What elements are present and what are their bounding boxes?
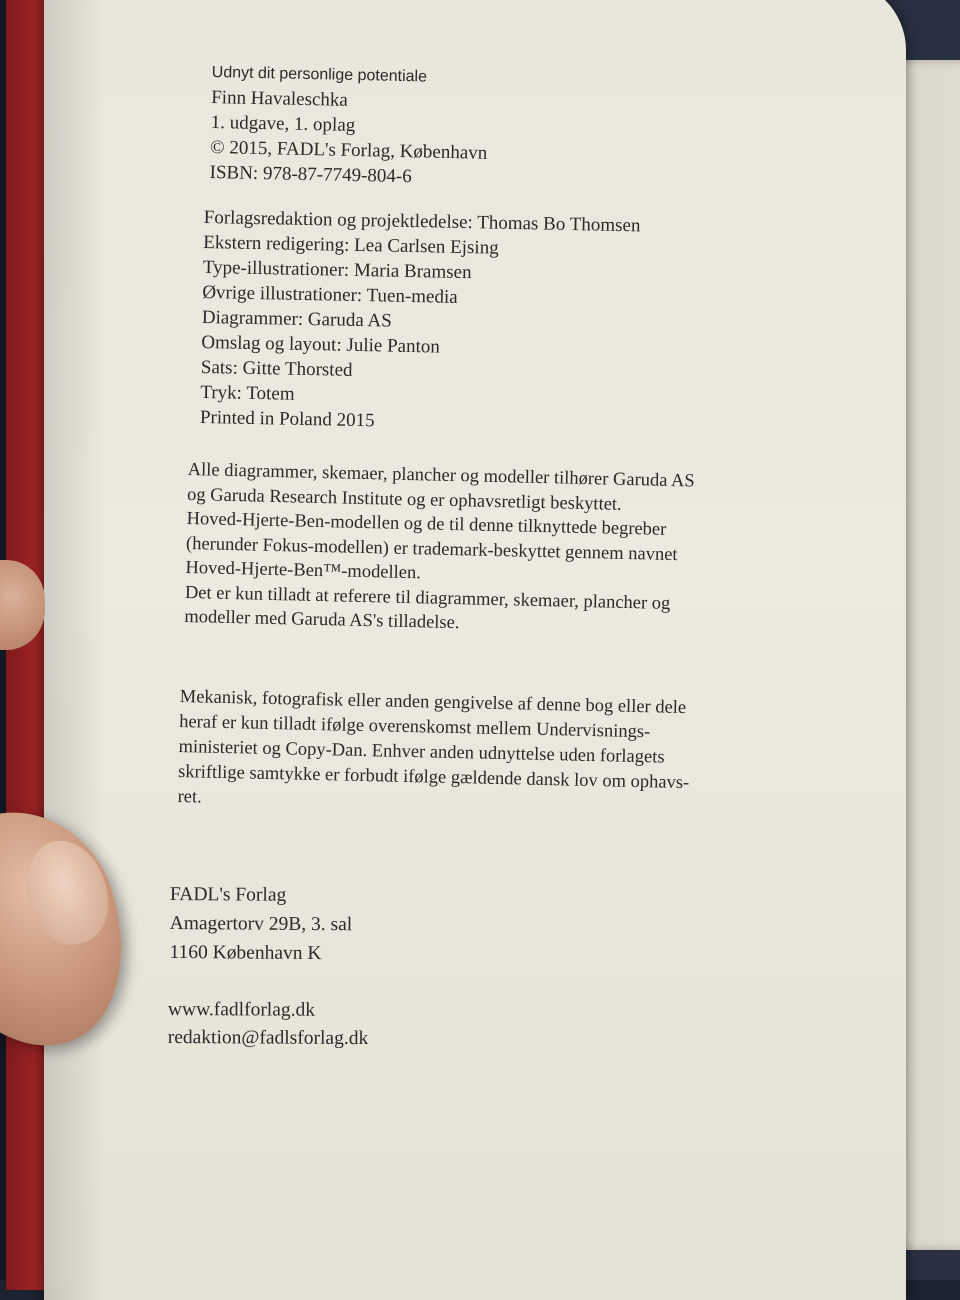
credit-line: Ekstern redigering: Lea Carlsen Ejsing: [203, 231, 499, 259]
credit-line: Printed in Poland 2015: [199, 406, 375, 432]
credit-line: Sats: Gitte Thorsted: [200, 356, 353, 381]
credits-list: [200, 205, 641, 438]
law-line: skriftlige samtykke er forbudt ifølge gældende dansk lov om ophavs-: [177, 761, 690, 794]
credit-line: Type-illustrationer: Maria Bramsen: [202, 256, 472, 284]
publisher-name: FADL's Forlag: [169, 883, 287, 906]
isbn-line: ISBN: 978-87-7749-804-6: [209, 161, 412, 188]
rights-line: og Garuda Research Institute og er ophavsretligt beskyttet.: [186, 484, 622, 515]
rights-line: (herunder Fokus-modellen) er trademark-beskyttet gennem navnet: [185, 533, 678, 565]
street-address: Amagertorv 29B, 3. sal: [169, 912, 353, 936]
rights-paragraph: [184, 458, 695, 641]
rights-line: Det er kun tilladt at referere til diagrammer, skemaer, plancher og: [184, 582, 671, 614]
law-line: heraf er kun tilladt ifølge overenskomst mellem Undervisnings-: [178, 711, 651, 743]
copyright-line: © 2015, FADL's Forlag, København: [209, 136, 488, 164]
author-name: Finn Havaleschka: [210, 86, 349, 111]
rights-line: Hoved-Hjerte-Ben-modellen og de til denne tilknyttede begreber: [186, 508, 667, 540]
credit-line: Tryk: Totem: [200, 381, 295, 405]
colophon-header: [209, 60, 489, 191]
credit-line: Forlagsredaktion og projektledelse: Thomas Bo Thomsen: [203, 206, 641, 237]
law-line: ministeriet og Copy-Dan. Enhver anden udnyttelse uden forlagets: [178, 736, 665, 768]
rights-line: Alle diagrammer, skemaer, plancher og modeller tilhører Garuda AS: [187, 459, 695, 492]
book-title: Udnyt dit personlige potentiale: [211, 63, 428, 86]
rights-line: modeller med Garuda AS's tilladelse.: [184, 606, 460, 634]
law-paragraph: [177, 685, 691, 821]
edition-line: 1. udgave, 1. oplag: [210, 111, 356, 137]
postal-city: 1160 København K: [169, 941, 322, 965]
credit-line: Øvrige illustrationer: Tuen-media: [202, 281, 458, 308]
publisher-contact: [168, 996, 369, 1053]
law-line: ret.: [177, 786, 202, 808]
credit-line: Diagrammer: Garuda AS: [201, 306, 392, 332]
publisher-address: [169, 880, 352, 968]
credit-line: Omslag og layout: Julie Panton: [201, 331, 441, 358]
rights-line: Hoved-Hjerte-Ben™-modellen.: [185, 557, 422, 584]
law-line: Mekanisk, fotografisk eller anden gengivelse af denne bog eller dele: [179, 686, 687, 719]
website-text: www.fadlforlag.dk: [167, 998, 316, 1021]
colophon-page: [44, 0, 906, 1300]
email-text: redaktion@fadlsforlag.dk: [167, 1026, 369, 1050]
